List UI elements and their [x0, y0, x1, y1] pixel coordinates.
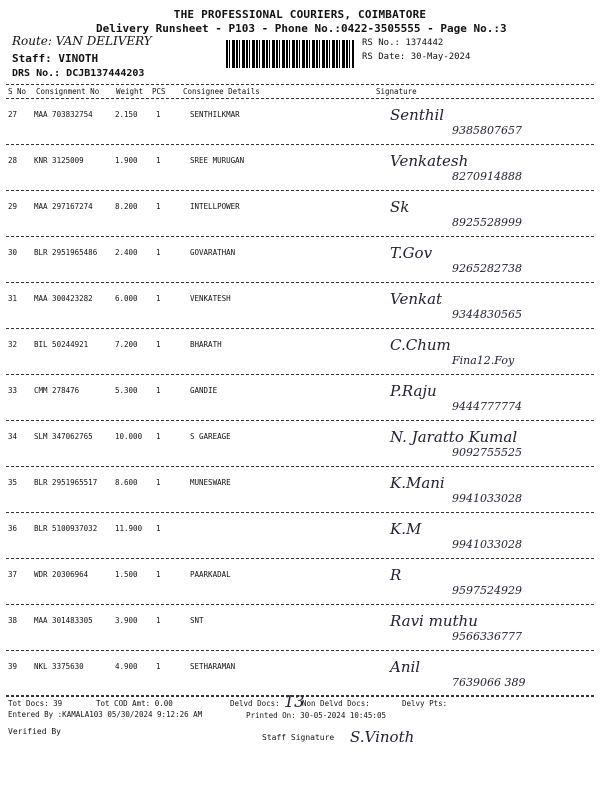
row-signature-phone: 9444777774: [452, 400, 522, 413]
row-consignment-number: BLR 5100937032: [34, 524, 98, 533]
row-consignment-number: KNR 3125009: [34, 156, 84, 165]
row-consignee: BHARATH: [190, 340, 222, 349]
table-row: [0, 100, 600, 146]
row-divider: [6, 604, 594, 605]
row-consignment-number: MAA 297167274: [34, 202, 93, 211]
col-weight-header: Weight: [116, 87, 144, 96]
row-sno: 36: [8, 524, 18, 533]
printed-on: Printed On: 30-05-2024 10:45:05: [246, 711, 386, 720]
row-consignee: SNT: [190, 616, 204, 625]
row-weight: 6.000: [115, 294, 138, 303]
row-consignment-number: MAA 301483305: [34, 616, 93, 625]
staff-signature-mark: S.Vinoth: [350, 728, 415, 746]
row-consignee: MUNESWARE: [190, 478, 231, 487]
row-consignment-number: BLR 2951965517: [34, 478, 98, 487]
table-row: [0, 514, 600, 560]
row-consignee: GANDIE: [190, 386, 218, 395]
staff-label: Staff: VINOTH: [12, 52, 99, 65]
row-sno: 39: [8, 662, 18, 671]
row-divider: [6, 466, 594, 467]
row-divider: [6, 236, 594, 237]
row-signature-name: T.Gov: [390, 244, 433, 262]
col-consignment-header: Consignment No: [36, 87, 100, 96]
delivered-docs-count: 13: [284, 692, 305, 711]
row-pcs: 1: [156, 340, 161, 349]
row-divider: [6, 144, 594, 145]
row-pcs: 1: [156, 432, 161, 441]
row-weight: 10.000: [115, 432, 143, 441]
route-label: Route: VAN DELIVERY: [12, 34, 152, 48]
row-sno: 31: [8, 294, 18, 303]
entered-by: Entered By :KAMALA103 05/30/2024 9:12:26 AM: [8, 710, 203, 719]
col-signature-header: Signature: [376, 87, 417, 96]
row-signature-phone: 7639066 389: [452, 676, 526, 689]
row-signature-name: Anil: [390, 658, 421, 676]
row-weight: 2.150: [115, 110, 138, 119]
row-divider: [6, 512, 594, 513]
row-consignment-number: WDR 20306964: [34, 570, 89, 579]
row-consignee: INTELLPOWER: [190, 202, 240, 211]
row-signature-phone: 9385807657: [452, 124, 522, 137]
row-sno: 28: [8, 156, 18, 165]
row-weight: 3.900: [115, 616, 138, 625]
row-signature-name: N. Jaratto Kumal: [390, 428, 518, 446]
row-signature-phone: 8925528999: [452, 216, 522, 229]
row-sno: 29: [8, 202, 18, 211]
row-signature-name: Senthil: [390, 106, 445, 124]
barcode-image: [226, 40, 354, 68]
row-signature-name: C.Chum: [390, 336, 451, 354]
row-pcs: 1: [156, 110, 161, 119]
row-consignee: VENKATESH: [190, 294, 231, 303]
row-pcs: 1: [156, 570, 161, 579]
staff-signature-label: Staff Signature: [262, 733, 335, 742]
verified-by-label: Verified By: [8, 727, 61, 736]
row-weight: 1.900: [115, 156, 138, 165]
col-sno-header: S No: [8, 87, 27, 96]
table-row: [0, 146, 600, 192]
row-signature-name: R: [390, 566, 402, 584]
row-pcs: 1: [156, 478, 161, 487]
row-sno: 32: [8, 340, 18, 349]
row-weight: 2.400: [115, 248, 138, 257]
company-title: THE PROFESSIONAL COURIERS, COIMBATORE: [173, 8, 427, 21]
table-row: [0, 238, 600, 284]
row-sno: 34: [8, 432, 18, 441]
row-consignee: S GAREAGE: [190, 432, 231, 441]
table-row: [0, 422, 600, 468]
row-weight: 8.600: [115, 478, 138, 487]
delivered-docs-label: Delvd Docs:: [230, 699, 280, 708]
table-row: [0, 284, 600, 330]
row-sno: 33: [8, 386, 18, 395]
row-sno: 35: [8, 478, 18, 487]
table-row: [0, 192, 600, 238]
row-weight: 5.300: [115, 386, 138, 395]
row-signature-name: Venkat: [390, 290, 443, 308]
row-divider: [6, 328, 594, 329]
row-consignment-number: CMM 278476: [34, 386, 80, 395]
row-signature-phone: 9941033028: [452, 492, 522, 505]
row-consignee: SENTHILKMAR: [190, 110, 240, 119]
row-signature-phone: 8270914888: [452, 170, 522, 183]
row-consignment-number: NKL 3375630: [34, 662, 84, 671]
row-divider: [6, 420, 594, 421]
row-divider: [6, 558, 594, 559]
delivery-points: Delvy Pts:: [402, 699, 448, 708]
row-divider: [6, 374, 594, 375]
runsheet-subtitle: Delivery Runsheet - P103 - Phone No.:0422-3505555 - Page No.:3: [96, 22, 507, 35]
row-divider: [6, 282, 594, 283]
row-consignee: SREE MURUGAN: [190, 156, 245, 165]
row-consignment-number: MAA 703832754: [34, 110, 93, 119]
row-signature-name: K.M: [390, 520, 422, 538]
row-pcs: 1: [156, 662, 161, 671]
row-weight: 4.900: [115, 662, 138, 671]
row-consignee: PAARKADAL: [190, 570, 231, 579]
row-consignment-number: SLM 347062765: [34, 432, 93, 441]
row-pcs: 1: [156, 248, 161, 257]
col-pcs-header: PCS: [152, 87, 166, 96]
row-signature-phone: 9092755525: [452, 446, 522, 459]
drs-number: DRS No.: DCJB137444203: [12, 68, 145, 79]
row-signature-phone: 9265282738: [452, 262, 522, 275]
row-signature-phone: 9597524929: [452, 584, 522, 597]
row-signature-phone: 9344830565: [452, 308, 522, 321]
row-weight: 11.900: [115, 524, 143, 533]
row-consignee: GOVARATHAN: [190, 248, 236, 257]
row-pcs: 1: [156, 294, 161, 303]
row-signature-phone: Fina12.Foy: [452, 354, 515, 367]
row-sno: 37: [8, 570, 18, 579]
row-signature-phone: 9566336777: [452, 630, 522, 643]
row-signature-name: Venkatesh: [390, 152, 469, 170]
row-weight: 8.200: [115, 202, 138, 211]
row-signature-phone: 9941033028: [452, 538, 522, 551]
row-sno: 38: [8, 616, 18, 625]
table-row: [0, 330, 600, 376]
row-consignment-number: BIL 50244921: [34, 340, 89, 349]
header-bottom-rule: [6, 98, 594, 99]
table-row: [0, 606, 600, 652]
row-signature-name: P.Raju: [390, 382, 437, 400]
row-consignment-number: BLR 2951965486: [34, 248, 98, 257]
row-pcs: 1: [156, 616, 161, 625]
row-signature-name: Sk: [390, 198, 410, 216]
row-consignee: SETHARAMAN: [190, 662, 236, 671]
row-pcs: 1: [156, 386, 161, 395]
row-consignment-number: MAA 300423282: [34, 294, 93, 303]
row-signature-name: Ravi muthu: [390, 612, 478, 630]
table-row: [0, 376, 600, 422]
row-divider: [6, 190, 594, 191]
row-pcs: 1: [156, 156, 161, 165]
non-delivered-docs: Non Delvd Docs:: [302, 699, 370, 708]
total-docs: Tot Docs: 39: [8, 699, 63, 708]
row-sno: 27: [8, 110, 18, 119]
table-row: [0, 468, 600, 514]
row-signature-name: K.Mani: [390, 474, 445, 492]
row-pcs: 1: [156, 524, 161, 533]
rs-number: RS No.: 1374442: [362, 38, 444, 48]
col-consignee-header: Consignee Details: [183, 87, 260, 96]
table-row: [0, 560, 600, 606]
row-sno: 30: [8, 248, 18, 257]
row-divider: [6, 650, 594, 651]
row-weight: 7.200: [115, 340, 138, 349]
header-top-rule: [6, 84, 594, 85]
row-pcs: 1: [156, 202, 161, 211]
row-weight: 1.500: [115, 570, 138, 579]
rs-date: RS Date: 30-May-2024: [362, 52, 471, 62]
total-cod-amount: Tot COD Amt: 0.00: [96, 699, 173, 708]
